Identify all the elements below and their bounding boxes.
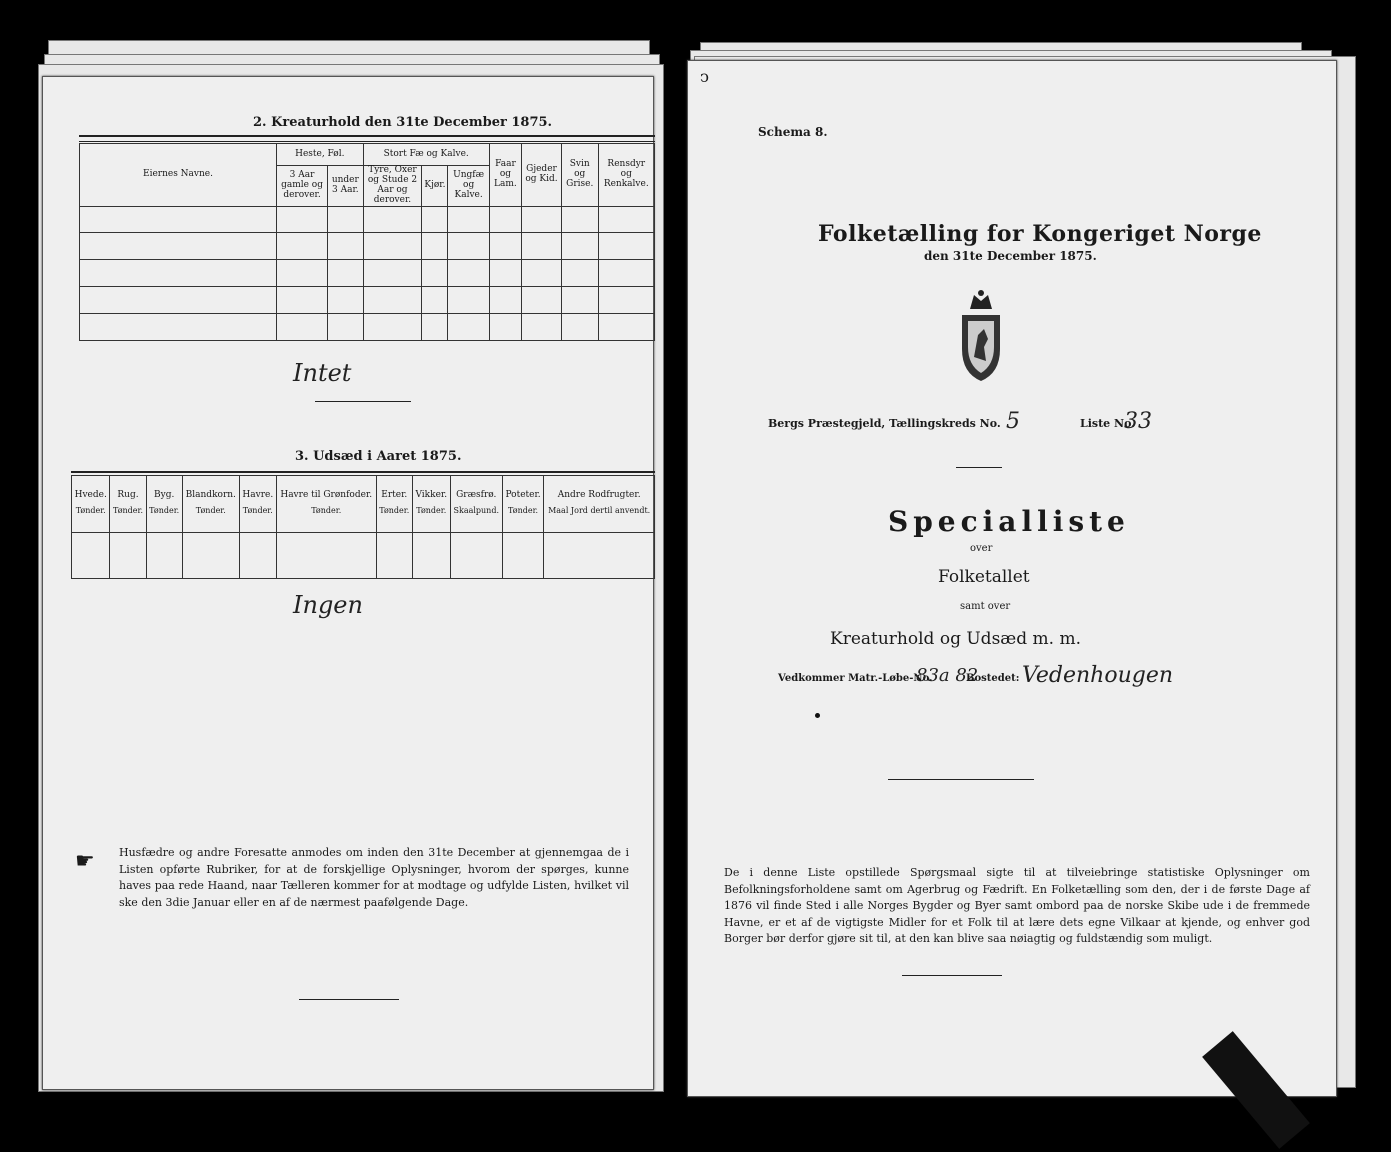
seed-col-header xyxy=(110,476,146,533)
horses-sub1: 3 Aar gamle og derover. xyxy=(277,166,328,207)
seed-cell xyxy=(182,532,239,578)
section2-title: 2. Kreaturhold den 31te December 1875. xyxy=(253,115,553,130)
seed-col-header xyxy=(276,476,376,533)
seed-col-name: Andre Rodfrugter. xyxy=(557,490,641,501)
table-row xyxy=(80,206,655,233)
seed-col-name: Rug. xyxy=(117,490,139,501)
district-number: 5 xyxy=(1006,409,1020,434)
list-label: Liste No. xyxy=(1080,417,1136,430)
seed-cell xyxy=(412,532,450,578)
handwritten-intet: Intet xyxy=(293,359,352,387)
seed-col-unit: Tønder. xyxy=(242,506,273,516)
bottom-note: De i denne Liste opstillede Spørgsmaal sigte til at tilveiebringe statistiske Oplysninger om Befolkningsforholdene samt om Agerbrug og Fædrift. En Folketælling som den, der i de første Dage af 1876 vil finde Sted i alle Norges Bygder og Byer samt ombord paa de norske Skibe ude i de fremmede Havne, er et af de vigtigste Midler for et Folk til at lære dets egne Vilkaar at kjende, og enhver god Borger bør derfor gjøre sit til, at den kan blive saa nøiagtig og fuldstændig som muligt. xyxy=(724,866,1310,945)
seed-cell xyxy=(110,532,146,578)
seed-col-header xyxy=(544,476,655,533)
seed-cell xyxy=(146,532,182,578)
schema-label: Schema 8. xyxy=(758,125,828,139)
seed-col-header xyxy=(412,476,450,533)
seed-col-name: Hvede. xyxy=(74,490,107,501)
seed-col-name: Havre. xyxy=(242,490,274,501)
pointing-hand-icon: ☛ xyxy=(75,849,95,874)
section3-title: 3. Udsæd i Aaret 1875. xyxy=(295,449,462,464)
subtitle: den 31te December 1875. xyxy=(924,249,1097,263)
seed-cell xyxy=(544,532,655,578)
table-row xyxy=(80,260,655,287)
matr-value: 83a 82 xyxy=(916,665,979,686)
goats-header: Gjeder og Kid. xyxy=(522,144,562,207)
seed-cell xyxy=(276,532,376,578)
cattle-sub1: Tyre, Oxer og Stude 2 Aar og derover. xyxy=(363,166,422,207)
horses-sub2: under 3 Aar. xyxy=(328,166,364,207)
coat-of-arms-icon xyxy=(956,287,1006,383)
seed-col-header xyxy=(72,476,110,533)
kreatur-heading: Kreaturhold og Udsæd m. m. xyxy=(830,629,1082,649)
specialliste-heading: Specialliste xyxy=(888,505,1130,538)
seed-col-unit: Skaalpund. xyxy=(453,506,499,516)
seed-col-name: Poteter. xyxy=(505,490,541,501)
corner-mark: ↄ xyxy=(700,67,709,86)
seed-col-name: Byg. xyxy=(154,490,175,501)
bosted-label: Bostedet: xyxy=(966,673,1020,684)
cattle-sub2: Kjør. xyxy=(422,166,448,207)
seed-col-name: Vikker. xyxy=(415,490,448,501)
horses-header: Heste, Føl. xyxy=(277,144,364,166)
seed-cell xyxy=(450,532,502,578)
seed-col-unit: Tønder. xyxy=(149,506,180,516)
seed-col-unit: Tønder. xyxy=(416,506,447,516)
main-title: Folketælling for Kongeriget Norge xyxy=(818,221,1262,247)
pigs-header: Svin og Grise. xyxy=(561,144,598,207)
seed-col-unit: Tønder. xyxy=(379,506,410,516)
seed-col-unit: Tønder. xyxy=(311,506,342,516)
parish-label: Bergs Præstegjeld, Tællingskreds No. xyxy=(768,417,1001,430)
seed-col-unit: Tønder. xyxy=(195,506,226,516)
seed-col-name: Havre til Grønfoder. xyxy=(280,490,373,501)
matr-label: Vedkommer Matr.-Løbe-No. xyxy=(778,673,933,684)
owners-header: Eiernes Navne. xyxy=(80,144,277,207)
cattle-sub3: Ungfæ og Kalve. xyxy=(448,166,489,207)
seed-col-header xyxy=(376,476,412,533)
table-row xyxy=(80,233,655,260)
right-page xyxy=(687,60,1337,1097)
instruction-note: Husfædre og andre Foresatte anmodes om inden den 31te December at gjennemgaa de i Listen opførte Rubriker, for at de forskjellige Oplysninger, hvorom der spørges, kunne haves paa rede Haand, naar Tælleren kommer for at modtage og udfylde Listen, hvilket vil ske den 3die Januar eller en af de nærmest paafølgende Dage. xyxy=(119,846,629,909)
reindeer-header: Rensdyr og Renkalve. xyxy=(598,144,654,207)
left-page xyxy=(42,76,654,1090)
cattle-header: Stort Fæ og Kalve. xyxy=(363,144,489,166)
table-row xyxy=(80,287,655,314)
handwritten-ingen: Ingen xyxy=(293,591,363,619)
table-row xyxy=(80,314,655,341)
seed-col-name: Blandkorn. xyxy=(185,490,236,501)
seed-col-unit: Tønder. xyxy=(75,506,106,516)
seed-cell xyxy=(376,532,412,578)
seed-col-unit: Tønder. xyxy=(508,506,539,516)
bosted-value: Vedenhougen xyxy=(1022,663,1174,688)
seed-col-header xyxy=(182,476,239,533)
samt-over-text: samt over xyxy=(960,601,1011,612)
seed-col-header xyxy=(450,476,502,533)
seed-col-header xyxy=(502,476,543,533)
over-text-1: over xyxy=(970,543,993,554)
sheep-header: Faar og Lam. xyxy=(489,144,521,207)
livestock-table xyxy=(79,143,655,341)
seed-col-header xyxy=(239,476,276,533)
seed-col-header xyxy=(146,476,182,533)
seed-cell xyxy=(239,532,276,578)
list-number: 33 xyxy=(1124,409,1152,434)
ink-dot xyxy=(815,713,820,718)
seed-col-name: Græsfrø. xyxy=(456,490,497,501)
seed-table xyxy=(71,475,655,579)
seed-col-unit: Tønder. xyxy=(112,506,144,516)
seed-cell xyxy=(502,532,543,578)
seed-col-name: Erter. xyxy=(381,490,408,501)
seed-cell xyxy=(72,532,110,578)
seed-col-unit: Maal Jord dertil anvendt. xyxy=(548,506,651,516)
folketallet-text: Folketallet xyxy=(938,567,1030,587)
